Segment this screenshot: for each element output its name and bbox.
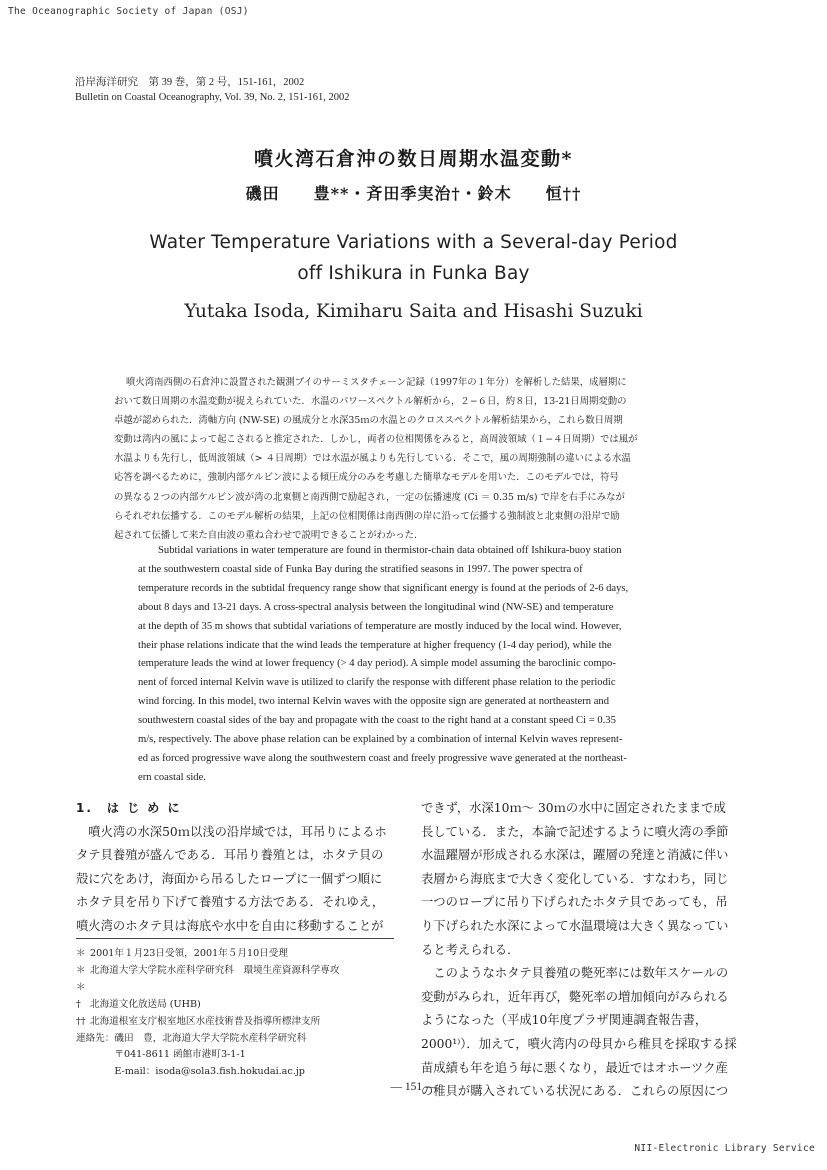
body-line: できず，水深10ｍ～ 30ｍの水中に固定されたままで成	[421, 801, 726, 815]
abstract-en-line: nent of forced internal Kelvin wave is utilized to clarify the response with different phase relation to the periodic	[138, 677, 616, 689]
abstract-en-line: temperature leads the wind at lower frequency (> 4 day period). A simple model assuming the baroclinic compo-	[138, 658, 616, 670]
footnote	[76, 1047, 406, 1064]
body-line: ようになった（平成10年度プラザ関連調査報告書，	[421, 1013, 708, 1028]
authors-jp: 磯田 豊**・斉田季実治†・鈴木 恒††	[245, 184, 582, 203]
library-service-footer: NII-Electronic Library Service	[634, 1143, 815, 1154]
section1-left-text	[76, 821, 394, 939]
body-line: 一つのロープに吊り下げられたホタテ貝であっても，吊	[421, 895, 728, 910]
abstract-en-line: wind forcing. In this model, two internal Kelvin waves with the opposite sign are generated at northeastern and	[138, 696, 609, 708]
abstract-en-line: at the depth of 35 m shows that subtidal variations of temperature are mostly induced by the local wind. However,	[138, 620, 622, 632]
body-line: ると考えられる．	[421, 942, 520, 957]
abstract-en-line: about 8 days and 13-21 days. A cross-spectral analysis between the longitudinal wind (NW-SE) and temperature	[138, 601, 614, 613]
abstract-jp-line: 応答を調べるために，強制内部ケルビン波による傾圧成分のみを考慮した簡単なモデルを用いた．このモデルでは，符号	[114, 472, 619, 484]
footnote	[76, 1014, 406, 1031]
footnote	[76, 1064, 406, 1081]
title-en	[0, 227, 827, 289]
abstract-en-line: their phase relations indicate that the wind leads the temperature at higher frequency (1-4 day period), while the	[138, 639, 612, 651]
body-line: 表層から海底まで大きく変化している．すなわち，同じ	[421, 871, 729, 886]
abstract-jp-line: 水温よりも先行し，低周波領域（> ４日周期）では水温が風よりも先行している．そこで，風の周期強制の違いによる水温	[114, 453, 631, 465]
journal-citation-en: Bulletin on Coastal Oceanography, Vol. 39, No. 2, 151-161, 2002	[75, 92, 350, 103]
body-line: 長している．また，本論で記述するように噴火湾の季節	[421, 824, 729, 839]
title-en-line-1: Water Temperature Variations with a Several-day Period	[149, 232, 678, 253]
abstract-jp-line: 変動は湾内の風によって起こされると推定された．しかし，両者の位相関係をみると，高周波領域（１−４日周期）では風が	[114, 434, 638, 446]
footnote-mark: ＊＊	[76, 964, 86, 993]
title-en-line-2: off Ishikura in Funka Bay	[297, 263, 530, 284]
footnote-text: 北海道大学大学院水産科学研究科 環境生産資源科学専攻	[90, 964, 340, 976]
section1-left-column	[76, 797, 394, 939]
body-line: 苗成績も年を追う毎に悪くなり，最近ではオホーツク産	[421, 1060, 728, 1075]
body-line: の稚貝が購入されている状況にある．これらの原因につ	[421, 1084, 729, 1099]
footnote-text: E-mail：isoda@sola3.fish.hokudai.ac.jp	[76, 1066, 305, 1078]
footnote	[76, 997, 406, 1014]
abstract-en-line: at the southwestern coastal side of Funka Bay during the stratified seasons in 1997. The power spectra of	[138, 563, 583, 575]
body-line: 2000¹⁾）．加えて，噴火湾内の母貝から稚貝を採取する採	[421, 1036, 737, 1051]
body-line: このようなホタテ貝養殖の斃死率には数年スケールの	[421, 966, 729, 981]
footnote-text: 北海道文化放送局 (UHB)	[90, 998, 201, 1010]
footnotes	[76, 946, 406, 1081]
abstract-en-line: Subtidal variations in water temperature are found in thermistor-chain data obtained off Ishikura-buoy station	[158, 545, 622, 556]
body-line: 殻に穴をあけ，海面から吊るしたロープに一個ずつ順に	[76, 871, 383, 886]
abstract-jp-line: の異なる２つの内部ケルビン波が湾の北東側と南西側で励起され，一定の伝播速度 (Ci ＝ 0.35 m/s) で岸を右手にみなが	[114, 491, 625, 503]
footnote	[76, 946, 406, 963]
title-jp: 噴火湾石倉沖の数日周期水温変動*	[254, 148, 573, 170]
body-line: ホタテ貝を吊り下げて養殖する方法である．それゆえ，	[76, 895, 385, 910]
section1-right-column	[421, 797, 743, 1104]
abstract-en-line: ern coastal side.	[138, 771, 206, 783]
body-line: 噴火湾のホタテ貝は海底や水中を自由に移動することが	[76, 918, 384, 933]
footnote-mark: ＊	[76, 948, 86, 959]
body-line: 水温躍層が形成される水深は，躍層の発達と消滅に伴い	[421, 848, 729, 863]
abstract-en	[114, 542, 706, 788]
abstract-jp-line: らそれぞれ伝播する．このモデル解析の結果，上記の位相関係は南西側の岸に沿って伝播する強制波と北東側の沿岸で励	[114, 510, 620, 522]
journal-citation-jp: 沿岸海洋研究 第 39 巻，第 2 号，151-161，2002	[75, 77, 305, 88]
abstract-jp-line: 噴火湾南西側の石倉沖に設置された観測ブイのサーミスタチェーン記録（1997年の１年分）を解析した結果，成層期に	[126, 377, 627, 388]
body-line: 噴火湾の水深50ｍ以浅の沿岸域では，耳吊りによるホ	[76, 824, 387, 839]
abstract-jp-line: 卓越が認められた．湾軸方向 (NW-SE) の風成分と水深35ｍの水温とのクロススペクトル解析結果から，これら数日周期	[114, 415, 623, 427]
body-line: 変動がみられ，近年再び，斃死率の増加傾向がみられる	[421, 989, 729, 1004]
body-line: タテ貝養殖が盛んである．耳吊り養殖とは，ホタテ貝の	[76, 848, 384, 863]
abstract-jp-line: 起されて伝播して来た自由波の重ね合わせで説明できることがわかった．	[114, 529, 424, 541]
society-header: The Oceanographic Society of Japan (OSJ)	[8, 6, 249, 17]
footnote-mark: †	[76, 998, 81, 1010]
abstract-en-line: ed as forced progressive wave along the southwestern coast and freely progressive wave generated at the northeast-	[138, 752, 627, 764]
footnote-rule	[76, 938, 394, 939]
footnote-text: 連絡先：磯田 豊，北海道大学大学院水産科学研究科	[76, 1032, 307, 1044]
abstract-en-line: southwestern coastal sides of the bay and propagate with the coast to the right hand at a constant speed Ci = 0.35	[138, 715, 616, 727]
footnote-mark: ††	[76, 1015, 86, 1027]
body-line: り下げられた水深によって水温環境は大きく異なってい	[421, 918, 729, 933]
footnote-text: 2001年１月23日受領，2001年５月10日受理	[90, 948, 288, 959]
footnote	[76, 963, 406, 997]
section1-heading: 1. は じ め に	[76, 801, 182, 815]
abstract-en-line: m/s, respectively. The above phase relation can be explained by a combination of internal Kelvin waves represent-	[138, 734, 623, 746]
footnote-text: 北海道根室支庁根室地区水産技術普及指導所標津支所	[90, 1015, 321, 1027]
authors-en: Yutaka Isoda, Kimiharu Saita and Hisashi Suzuki	[184, 301, 643, 322]
abstract-jp-line: おいて数日周期の水温変動が捉えられていた．水温のパワースペクトル解析から，２−６日，約８日，13-21日周期変動の	[114, 396, 627, 408]
page-number: — 151 —	[390, 1081, 437, 1093]
abstract-en-line: temperature records in the subtidal frequency range show that significant energy is found at the periods of 2-6 days,	[138, 582, 629, 594]
footnote	[76, 1031, 406, 1048]
footnote-text: 〒041-8611 函館市港町3-1-1	[76, 1049, 246, 1061]
abstract-jp	[114, 373, 706, 545]
